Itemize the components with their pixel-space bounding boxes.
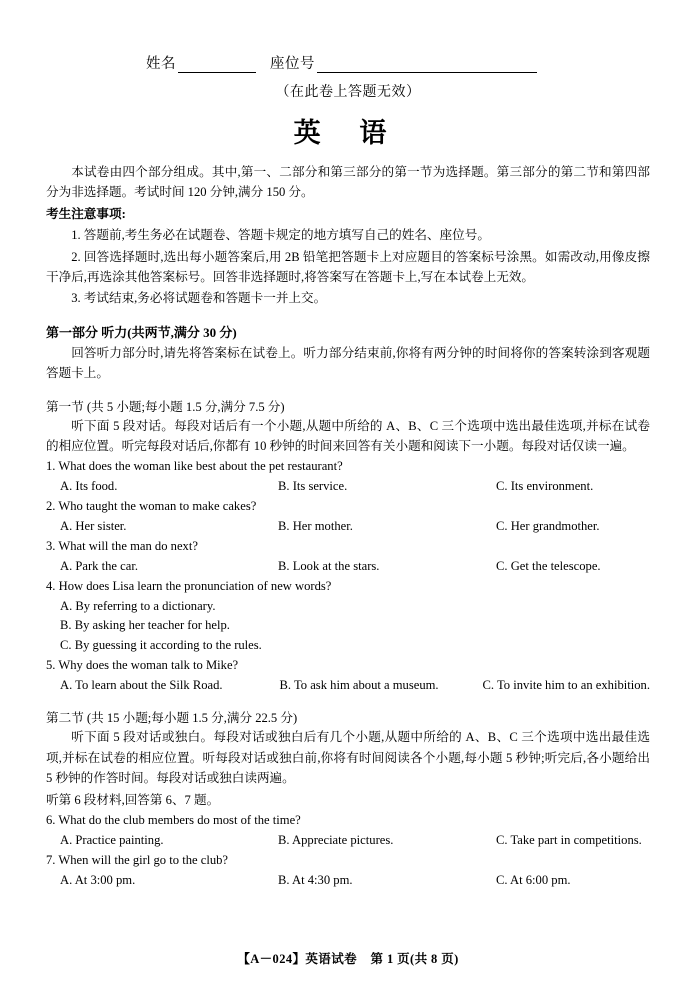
option-b[interactable]: B. Its service.: [278, 478, 348, 493]
question-6: 6. What do the club members do most of the time?: [46, 813, 301, 828]
part-1-title: 第一部分 听力(共两节,满分 30 分): [46, 324, 237, 340]
option-b[interactable]: B. To ask him about a museum.: [279, 677, 439, 692]
option-a[interactable]: A. Park the car.: [60, 558, 138, 573]
option-c[interactable]: C. By guessing it according to the rules.: [60, 637, 262, 652]
option-a[interactable]: A. At 3:00 pm.: [60, 872, 136, 887]
question-2-options: [46, 517, 650, 537]
section-2-title: 第二节 (共 15 小题;每小题 1.5 分,满分 22.5 分): [46, 711, 298, 726]
question-3-options: [46, 557, 650, 577]
option-c[interactable]: C. Take part in competitions.: [496, 832, 642, 847]
option-a[interactable]: A. Its food.: [60, 478, 118, 493]
page-footer: [0, 949, 696, 967]
option-b[interactable]: B. Appreciate pictures.: [278, 832, 394, 847]
name-label: 姓名: [146, 56, 176, 72]
note-3: 3. 考试结束,务必将试题卷和答题卡一并上交。: [71, 291, 327, 306]
option-c[interactable]: C. Her grandmother.: [496, 518, 600, 533]
name-blank: [178, 59, 256, 73]
note-2: 2. 回答选择题时,选出每小题答案后,用 2B 铅笔把答题卡上对应题目的答案标号涂黑。如需改动,用像皮擦干净后,再选涂其他答案标号。回答非选择题时,将答案写在答题卡上,写在本试卷上无效。: [46, 249, 650, 284]
option-b[interactable]: B. Her mother.: [278, 518, 353, 533]
question-4: 4. How does Lisa learn the pronunciation of new words?: [46, 579, 332, 594]
part-1-desc: 回答听力部分时,请先将答案标在试卷上。听力部分结束前,你将有两分钟的时间将你的答案转涂到客观题答题卡上。: [46, 345, 650, 381]
answer-notice: （在此卷上答题无效）: [275, 85, 421, 100]
option-c[interactable]: C. To invite him to an exhibition.: [482, 677, 650, 692]
question-3: 3. What will the man do next?: [46, 539, 198, 554]
section-2-material-note: 听第 6 段材料,回答第 6、7 题。: [46, 792, 220, 807]
question-1-options: [46, 477, 650, 497]
note-1: 1. 答题前,考生务必在试题卷、答题卡规定的地方填写自己的姓名、座位号。: [71, 228, 490, 243]
page-number: 第 1 页(共 8 页): [370, 952, 459, 966]
option-b[interactable]: B. By asking her teacher for help.: [60, 618, 230, 633]
question-5: 5. Why does the woman talk to Mike?: [46, 658, 239, 673]
question-5-options: [46, 676, 650, 696]
option-c[interactable]: C. Its environment.: [496, 478, 594, 493]
exam-code: 【A－024】英语试卷: [237, 952, 357, 966]
option-a[interactable]: A. To learn about the Silk Road.: [60, 677, 223, 692]
page-title: 英 语: [293, 118, 403, 148]
option-a[interactable]: A. By referring to a dictionary.: [60, 598, 216, 613]
option-b[interactable]: B. At 4:30 pm.: [278, 872, 353, 887]
option-a[interactable]: A. Her sister.: [60, 518, 127, 533]
question-6-options: [46, 831, 650, 851]
option-c[interactable]: C. At 6:00 pm.: [496, 872, 571, 887]
seat-blank: [317, 59, 537, 73]
option-c[interactable]: C. Get the telescope.: [496, 558, 601, 573]
section-2-desc: 听下面 5 段对话或独白。每段对话或独白后有几个小题,从题中所给的 A、B、C 三个选项中选出最佳选项,并标在试卷的相应位置。听每段对话或独白前,你将有时间阅读各个小题,每小题 5 秒钟;听完后,各小题给出 5 秒钟的作答时间。每段对话或独白读两遍。: [46, 730, 650, 786]
question-1: 1. What does the woman like best about the pet restaurant?: [46, 459, 343, 474]
option-b[interactable]: B. Look at the stars.: [278, 558, 380, 573]
notes-title: 考生注意事项:: [46, 206, 126, 221]
option-a[interactable]: A. Practice painting.: [60, 832, 164, 847]
seat-label: 座位号: [270, 56, 315, 72]
intro-paragraph: 本试卷由四个部分组成。其中,第一、二部分和第三部分的第一节为选择题。第三部分的第二节和第四部分为非选择题。考试时间 120 分钟,满分 150 分。: [46, 165, 650, 200]
question-2: 2. Who taught the woman to make cakes?: [46, 499, 257, 514]
question-7: 7. When will the girl go to the club?: [46, 853, 228, 868]
question-7-options: [46, 871, 650, 891]
section-1-title: 第一节 (共 5 小题;每小题 1.5 分,满分 7.5 分): [46, 399, 285, 414]
student-id-line: [46, 52, 650, 73]
section-1-desc: 听下面 5 段对话。每段对话后有一个小题,从题中所给的 A、B、C 三个选项中选出最佳选项,并标在试卷的相应位置。听完每段对话后,你都有 10 秒钟的时间来回答有关小题和阅读下一小题。每段对话仅读一遍。: [46, 418, 650, 453]
